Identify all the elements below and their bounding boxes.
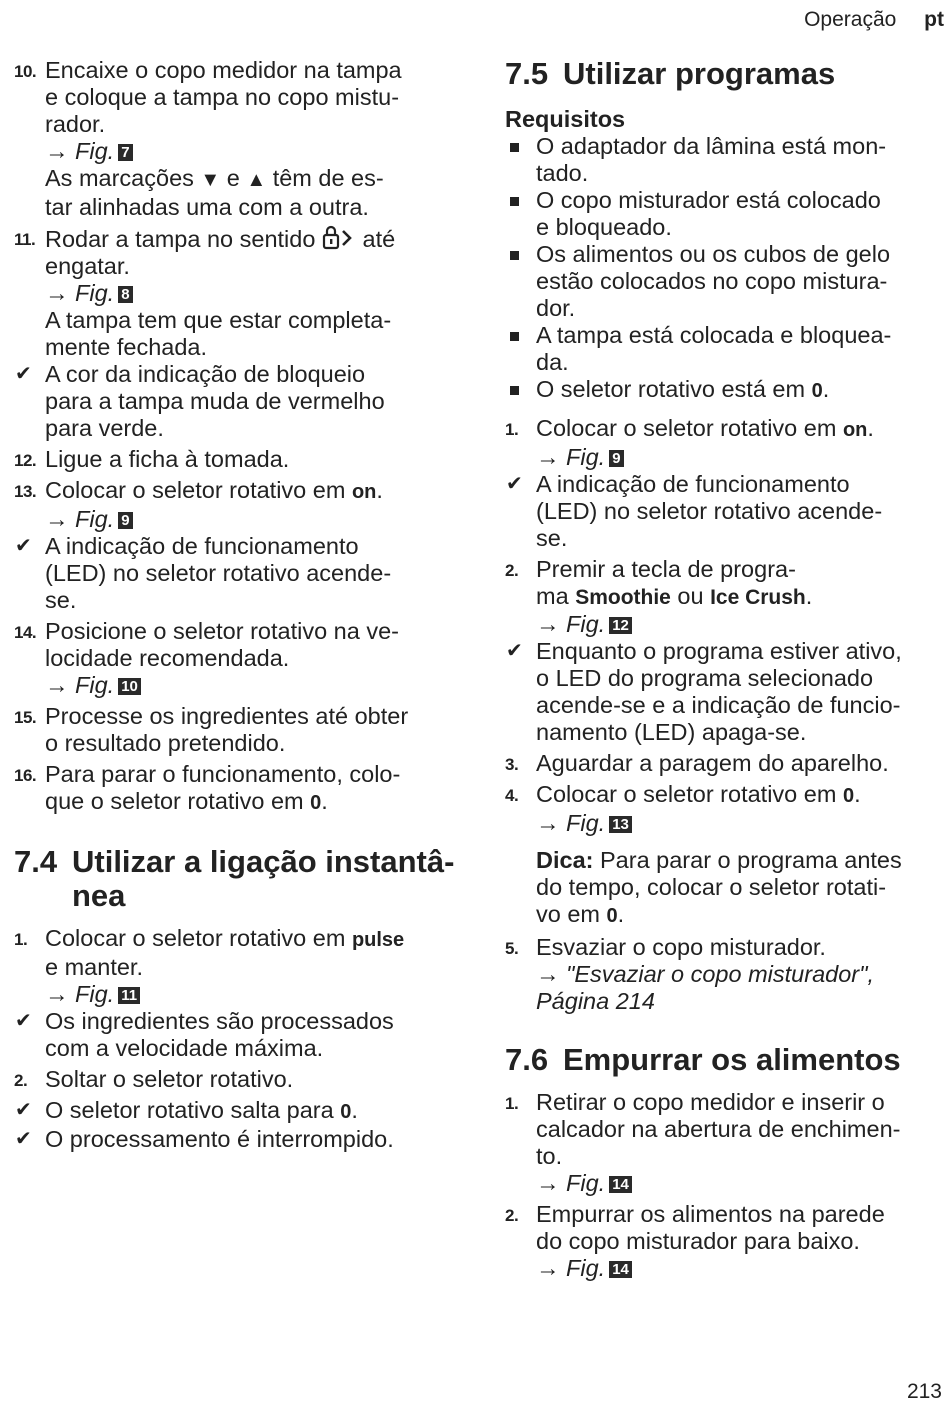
result-text: A indicação de funcionamento [536,471,850,497]
step-number: 5. [505,939,519,958]
step-text: Aguardar a paragem do aparelho. [536,750,889,776]
arrow-right-icon: → [45,981,69,1007]
step-number: 13. [14,482,37,501]
step-14 [14,618,456,699]
page-reference-link[interactable] [536,961,874,1014]
figure-badge: 14 [609,1261,632,1278]
step-text: to. [536,1143,563,1169]
figure-reference [536,810,632,836]
result-text: se. [536,525,568,551]
requisite-item [505,322,945,376]
step-result [14,1097,456,1126]
fig-word: Fig. [566,1255,606,1281]
step-text: Processe os ingredientes até obter [45,703,409,729]
step-text: Premir a tecla de progra- [536,556,796,582]
step-15 [14,703,456,757]
step-text: Posicione o seletor rotativo na ve- [45,618,399,644]
arrow-right-icon: → [536,611,560,637]
step-result [14,533,456,614]
step-note: A tampa tem que estar completa- [45,307,392,333]
punctuation: . [321,788,328,814]
page-header [804,6,944,34]
step-12 [14,446,456,473]
arrow-right-icon: → [45,672,69,698]
step-74-2 [14,1066,456,1093]
step-text: Para parar o funcionamento, colo- [45,761,401,787]
figure-reference [45,138,133,164]
section-heading-7-5 [505,57,945,91]
fig-word: Fig. [75,672,115,698]
arrow-right-icon: → [536,1170,560,1196]
requisite-text: tado. [536,160,589,186]
figure-reference [536,1255,632,1281]
fig-word: Fig. [75,506,115,532]
step-text: locidade recomendada. [45,645,290,671]
figure-reference [536,611,632,637]
arrow-right-icon: → [45,280,69,306]
punctuation: . [822,376,830,402]
step-text: Ligue a ficha à tomada. [45,446,290,472]
figure-badge: 9 [118,512,132,529]
reference-text: Página 214 [536,988,655,1014]
step-75-3 [505,750,945,777]
punctuation: . [376,477,383,503]
step-number: 1. [505,420,519,439]
checkmark-icon: ✔ [506,640,523,662]
lock-closed-icon [322,225,356,251]
figure-reference [536,444,624,470]
step-text: Rodar a tampa no sentido [45,226,316,252]
requisite-item [505,376,945,405]
program-name: Ice Crush [710,586,806,609]
step-text: ma [536,583,569,609]
figure-badge: 14 [609,1176,632,1193]
result-text: o LED do programa selecionado [536,665,874,691]
step-result [14,1008,456,1062]
requisite-text: O adaptador da lâmina está mon- [536,133,887,159]
dial-position: on [351,481,377,503]
section-number: 7.4 [14,844,58,879]
arrow-right-icon: → [536,1255,560,1281]
figure-reference [536,1170,632,1196]
fig-word: Fig. [566,444,606,470]
requisite-text: Os alimentos ou os cubos de gelo [536,241,891,267]
requisite-text: O copo misturador está colocado [536,187,881,213]
figure-reference [45,506,133,532]
step-note: As marcações [45,165,194,191]
step-text: Soltar o seletor rotativo. [45,1066,294,1092]
step-result [14,1126,456,1153]
requisite-text: O seletor rotativo está em [536,376,806,402]
result-text: O processamento é interrompido. [45,1126,394,1152]
requisite-item [505,187,945,241]
requisite-text: e bloqueado. [536,214,672,240]
fig-word: Fig. [75,280,115,306]
fig-word: Fig. [75,138,115,164]
result-text: Enquanto o programa estiver ativo, [536,638,902,664]
triangle-up-icon: ▲ [246,169,267,191]
step-text: engatar. [45,253,130,279]
step-text: Retirar o copo medidor e inserir o [536,1089,885,1115]
result-text: para verde. [45,415,164,441]
step-number: 3. [505,755,519,774]
figure-badge: 10 [118,678,141,695]
header-section: Operação [804,8,897,31]
result-text: Os ingredientes são processados [45,1008,394,1034]
step-text: calcador na abertura de enchimen- [536,1116,901,1142]
step-note: têm de es- [272,165,384,191]
step-11 [14,225,456,361]
step-result [505,471,945,552]
step-text: o resultado pretendido. [45,730,286,756]
step-text: que o seletor rotativo em [45,788,304,814]
step-note: e [226,165,240,191]
left-column [14,57,456,1153]
step-text: Colocar o seletor rotativo em [45,925,346,951]
figure-badge: 11 [118,987,140,1004]
step-note: tar alinhadas uma com a outra. [45,194,369,220]
step-text: Colocar o seletor rotativo em [536,415,837,441]
step-number: 16. [14,766,37,785]
step-text: ou [677,583,704,609]
result-text: se. [45,587,77,613]
figure-badge: 8 [118,286,132,303]
step-text: Colocar o seletor rotativo em [536,781,837,807]
step-text: e manter. [45,954,143,980]
arrow-right-icon: → [536,444,560,470]
fig-word: Fig. [75,981,115,1007]
figure-badge: 7 [118,144,132,161]
dial-position: 0 [340,1101,352,1123]
requisite-text: estão colocados no copo mistura- [536,268,888,294]
result-text: O seletor rotativo salta para [45,1097,334,1123]
step-number: 14. [14,623,37,642]
figure-reference [45,981,140,1007]
result-text: (LED) no seletor rotativo acende- [536,498,883,524]
step-75-2 [505,556,945,638]
step-text: Colocar o seletor rotativo em [45,477,346,503]
tip-block [536,847,945,930]
section-title: Empurrar os alimentos [563,1042,901,1077]
checkmark-icon: ✔ [15,1128,32,1150]
right-column [505,57,945,1282]
step-number: 11. [14,230,36,249]
bullet-square-icon [510,197,519,206]
figure-badge: 12 [609,617,632,634]
arrow-right-icon: → [536,961,560,987]
program-name: Smoothie [575,586,671,609]
step-16 [14,761,456,817]
bullet-square-icon [510,251,519,260]
section-title-continued: nea [72,878,126,913]
step-result [505,638,945,746]
step-text: Esvaziar o copo misturador. [536,934,826,960]
bullet-square-icon [510,143,519,152]
requisites-heading: Requisitos [505,106,626,132]
section-number: 7.5 [505,56,549,91]
step-text: do copo misturador para baixo. [536,1228,860,1254]
fig-word: Fig. [566,1170,606,1196]
header-language: pt [924,8,944,31]
tip-text: do tempo, colocar o seletor rotati- [536,874,887,900]
arrow-right-icon: → [536,810,560,836]
step-74-1 [14,925,456,1008]
step-number: 10. [14,62,37,81]
requisite-text: da. [536,349,569,375]
checkmark-icon: ✔ [15,1010,32,1032]
step-number: 4. [505,786,519,805]
page-number: 213 [906,1380,942,1403]
step-75-4 [505,781,945,930]
result-text: para a tampa muda de vermelho [45,388,385,414]
punctuation: . [617,901,625,927]
step-number: 15. [14,708,37,727]
result-text: A indicação de funcionamento [45,533,359,559]
section-title: Utilizar programas [563,56,836,91]
triangle-down-icon: ▼ [200,169,221,191]
requisite-text: dor. [536,295,576,321]
figure-reference [45,280,133,306]
checkmark-icon: ✔ [506,473,523,495]
step-text: rador. [45,111,106,137]
fig-word: Fig. [566,611,606,637]
section-heading-7-4 [14,845,456,913]
figure-reference [45,672,141,698]
checkmark-icon: ✔ [15,1099,32,1121]
figure-badge: 13 [609,816,632,833]
step-result [14,361,456,442]
checkmark-icon: ✔ [15,535,32,557]
punctuation: . [805,583,813,609]
requisite-item [505,241,945,322]
tip-label: Dica: [536,847,594,873]
result-text: (LED) no seletor rotativo acende- [45,560,392,586]
bullet-square-icon [510,332,519,341]
result-text: namento (LED) apaga-se. [536,719,807,745]
result-text: A cor da indicação de bloqueio [45,361,366,387]
step-number: 1. [505,1094,519,1113]
step-note: mente fechada. [45,334,207,360]
dial-position: 0 [842,785,855,807]
step-76-2 [505,1201,945,1282]
step-number: 1. [14,930,28,949]
dial-position: 0 [310,792,322,814]
step-13 [14,477,456,533]
step-text: até [362,226,396,252]
step-text: Encaixe o copo medidor na tampa [45,57,402,83]
punctuation: . [351,1097,358,1123]
fig-word: Fig. [566,810,606,836]
tip-text: Para parar o programa antes [600,847,902,873]
punctuation: . [854,781,861,807]
punctuation: . [867,415,874,441]
section-heading-7-6 [505,1043,945,1077]
dial-position: pulse [351,929,405,951]
tip-text: vo em [536,901,600,927]
figure-badge: 9 [609,450,623,467]
step-76-1 [505,1089,945,1197]
arrow-right-icon: → [45,506,69,532]
dial-position: 0 [811,380,823,402]
dial-position: on [842,419,868,441]
arrow-right-icon: → [45,138,69,164]
checkmark-icon: ✔ [15,363,32,385]
result-text: acende-se e a indicação de funcio- [536,692,901,718]
step-text: Empurrar os alimentos na parede [536,1201,885,1227]
step-75-5 [505,934,945,1015]
step-text: e coloque a tampa no copo mistu- [45,84,400,110]
requisite-item [505,133,945,187]
section-number: 7.6 [505,1042,549,1077]
result-text: com a velocidade máxima. [45,1035,324,1061]
bullet-square-icon [510,386,519,395]
step-number: 12. [14,451,37,470]
step-10 [14,57,456,221]
step-number: 2. [505,561,519,580]
requisite-text: A tampa está colocada e bloquea- [536,322,892,348]
step-number: 2. [505,1206,519,1225]
step-75-1 [505,415,945,471]
dial-position: 0 [606,905,618,927]
section-title: Utilizar a ligação instantâ- [72,844,455,879]
step-number: 2. [14,1071,28,1090]
reference-text: "Esvaziar o copo misturador", [566,961,874,987]
